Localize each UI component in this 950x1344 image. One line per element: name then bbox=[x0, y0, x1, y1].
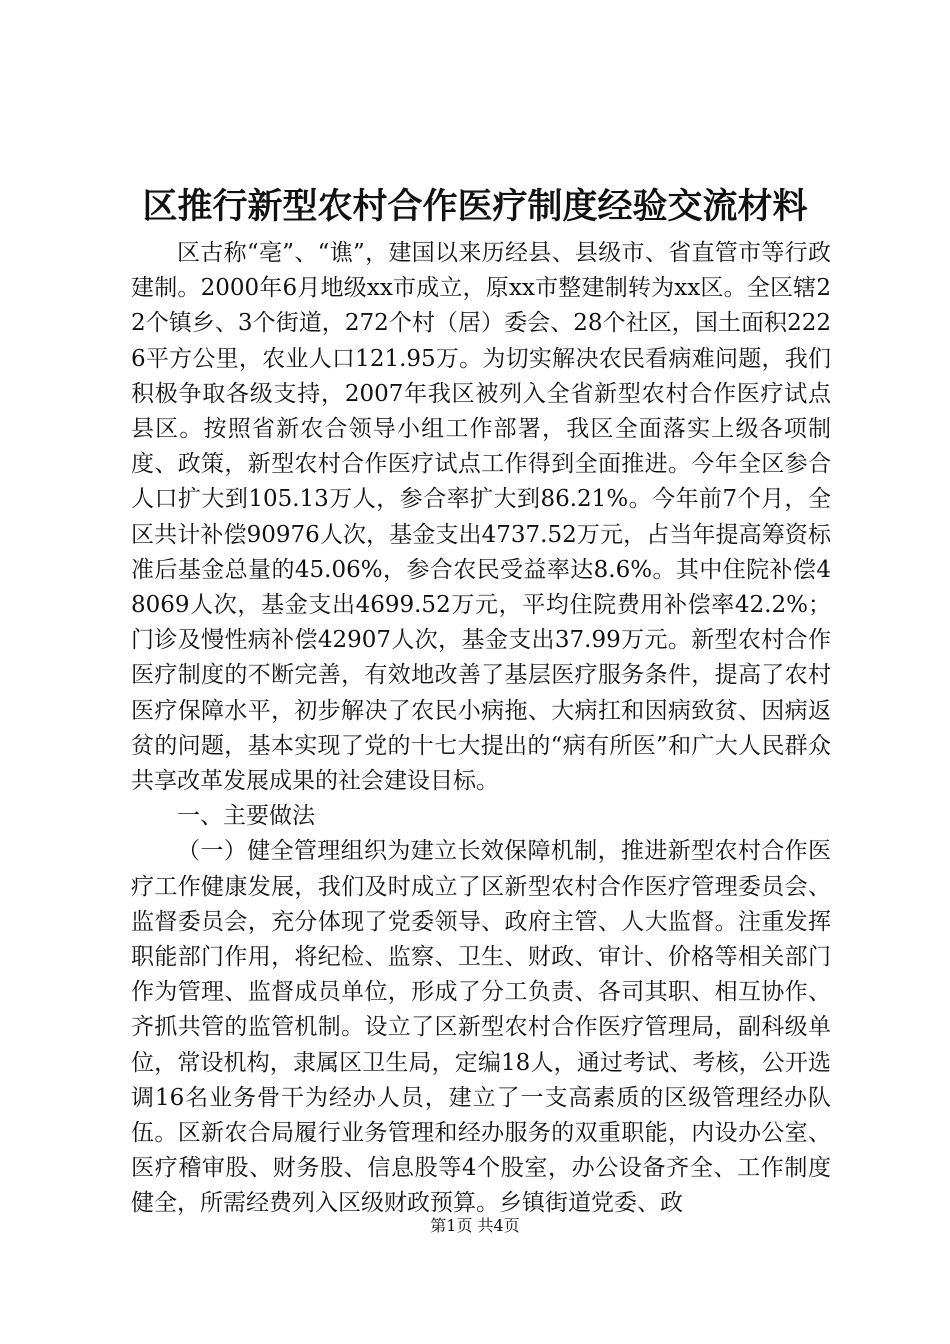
section-heading-main-practices: 一、主要做法 bbox=[177, 803, 315, 830]
page-number-footer: 第1页 共4页 bbox=[430, 1216, 520, 1235]
document-body bbox=[131, 236, 831, 1222]
paragraph-intro: 区古称“亳”、“谯”，建国以来历经县、县级市、省直管市等行政建制。2000年6月地级xx市成立，原xx市整建制转为xx区。全区辖22个镇乡、3个街道，272个村（居）委会、28个社区，国土面积2226平方公里，农业人口121.95万。为切实解决农民看病难问题，我们积极争取各级支持，2007年我区被列入全省新型农村合作医疗试点县区。按照省新农合领导小组工作部署，我区全面落实上级各项制度、政策，新型农村合作医疗试点工作得到全面推进。今年全区参合人口扩大到105.13万人，参合率扩大到86.21%。今年前7个月，全区共计补偿90976人次，基金支出4737.52万元，占当年提高筹资标准后基金总量的45.06%，参合农民受益率达8.6%。其中住院补偿48069人次，基金支出4699.52万元，平均住院费用补偿率42.2%；门诊及慢性病补偿42907人次，基金支出37.99万元。新型农村合作医疗制度的不断完善，有效地改善了基层医疗服务条件，提高了农村医疗保障水平，初步解决了农民小病拖、大病扛和因病致贫、因病返贫的问题，基本实现了党的十七大提出的“病有所医”和广大人民群众共享改革发展成果的社会建设目标。 bbox=[131, 240, 831, 795]
paragraph-management-organization: （一）健全管理组织为建立长效保障机制，推进新型农村合作医疗工作健康发展，我们及时成立了区新型农村合作医疗管理委员会、监督委员会，充分体现了党委领导、政府主管、人大监督。注重发挥职能部门作用，将纪检、监察、卫生、财政、审计、价格等相关部门作为管理、监督成员单位，形成了分工负责、各司其职、相互协作、齐抓共管的监管机制。设立了区新型农村合作医疗管理局，副科级单位，常设机构，隶属区卫生局，定编18人，通过考试、考核，公开选调16名业务骨干为经办人员，建立了一支高素质的区级管理经办队伍。区新农合局履行业务管理和经办服务的双重职能，内设办公室、医疗稽审股、财务股、信息股等4个股室，办公设备齐全、工作制度健全，所需经费列入区级财政预算。乡镇街道党委、政 bbox=[131, 838, 831, 1217]
document-title: 区推行新型农村合作医疗制度经验交流材料 bbox=[142, 186, 808, 227]
